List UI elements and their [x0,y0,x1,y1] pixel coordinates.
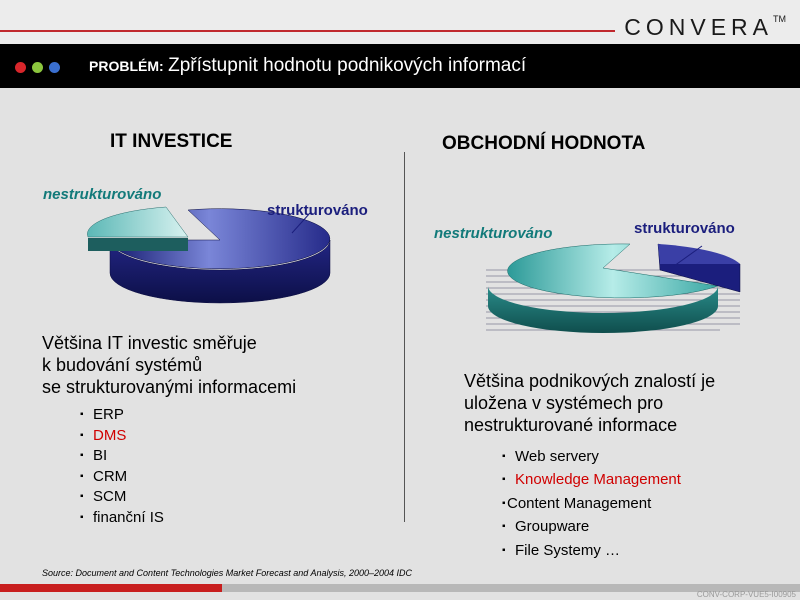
title-text: Zpřístupnit hodnotu podnikových informací [168,55,527,76]
left-heading: IT INVESTICE [110,131,233,152]
right-heading: OBCHODNÍ HODNOTA [442,133,646,154]
footer-red-bar [0,584,222,592]
left-unstructured-label: nestrukturováno [43,186,162,203]
right-paragraph-line: nestrukturované informace [464,415,678,435]
bullet-crm: ▪ CRM [80,467,164,488]
left-bullet-list [80,405,164,528]
structured-slice-top [658,244,740,264]
bullet-dms: ▪ DMS [80,426,164,447]
bullet-content-management: ▪ Content Management [502,492,681,515]
column-divider [404,152,405,522]
title-lead: PROBLÉM: [89,58,164,74]
bullet-financni-is: ▪ finanční IS [80,508,164,529]
left-paragraph [42,332,296,398]
bullet-file-systemy: ▪ File Systemy … [502,539,681,562]
bullet-scm: ▪ SCM [80,487,164,508]
right-pie-chart [480,230,750,340]
right-bullet-list [502,445,681,562]
slide-title [89,55,526,77]
left-paragraph-line: Většina IT investic směřuje [42,333,257,353]
bullet-knowledge-management: ▪ Knowledge Management [502,468,681,491]
footer-code: CONV-CORP-VUE5-I00905 [696,590,796,599]
right-unstructured-label: nestrukturováno [434,225,553,242]
right-paragraph [464,370,715,436]
left-paragraph-line: se strukturovanými informacemi [42,377,297,397]
source-note: Source: Document and Content Technologies Market Forecast and Analysis, 2000–2004 IDC [42,568,413,578]
left-structured-label: strukturováno [267,202,368,219]
bullet-groupware: ▪ Groupware [502,515,681,538]
right-paragraph-line: uložena v systémech pro [464,393,664,413]
blue-dot-icon [49,62,60,73]
red-dot-icon [15,62,26,73]
right-structured-label: strukturováno [634,220,735,237]
green-dot-icon [32,62,43,73]
unstructured-slice [87,207,188,237]
right-paragraph-line: Většina podnikových znalostí je [464,371,716,391]
top-rule [0,30,615,32]
unstructured-slice-side [88,238,188,251]
convera-logo: CONVERA™ [624,14,786,40]
left-paragraph-line: k budování systémů [42,355,203,375]
bullet-web-servery: ▪ Web servery [502,445,681,468]
bullet-bi: ▪ BI [80,446,164,467]
bullet-erp: ▪ ERP [80,405,164,426]
